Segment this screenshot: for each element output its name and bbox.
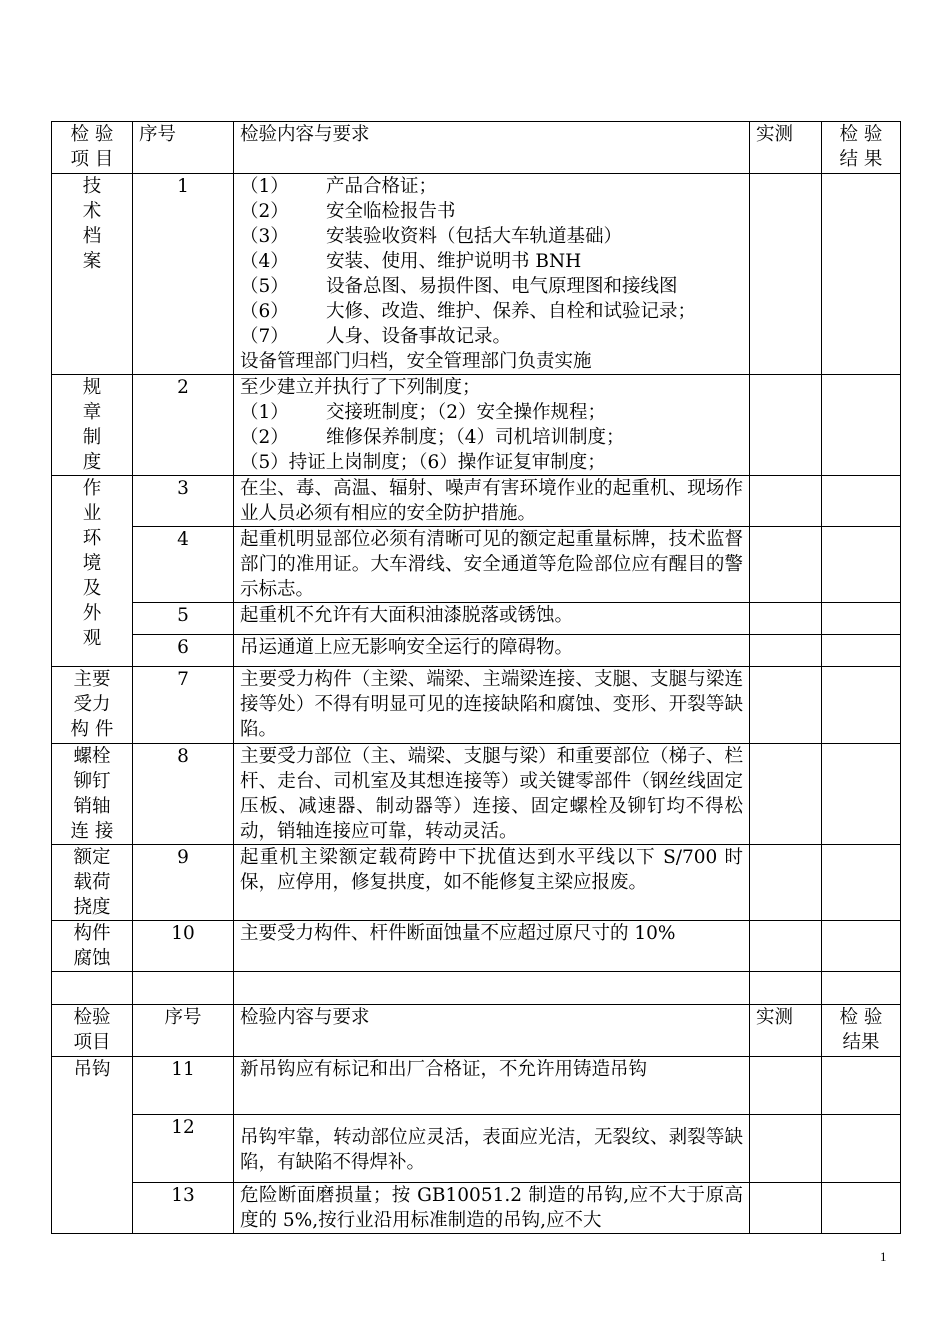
serial-number-cell: 6 bbox=[133, 635, 234, 667]
serial-number-cell: 10 bbox=[133, 921, 234, 972]
category-cell: 吊钩 bbox=[52, 1057, 133, 1234]
table-row bbox=[52, 476, 901, 527]
content-cell: 主要受力部位（主、端梁、支腿与梁）和重要部位（梯子、栏杆、走台、司机室及其想连接等）或关键零部件（钢丝线固定压板、减速器、制动器等）连接、固定螺栓及铆钉均不得松动，销轴连接应可靠，转动灵活。 bbox=[234, 744, 750, 845]
result-cell bbox=[822, 744, 901, 845]
category-cell: 技 术 档 案 bbox=[52, 174, 133, 375]
table-row bbox=[52, 1183, 901, 1234]
serial-number-cell: 4 bbox=[133, 527, 234, 603]
content-line: （4） 安装、使用、维护说明书 BNH bbox=[240, 251, 582, 272]
empty-cell bbox=[234, 972, 750, 1005]
content-cell: 主要受力构件（主梁、端梁、主端梁连接、支腿、支腿与梁连接等处）不得有明显可见的连接缺陷和腐蚀、变形、开裂等缺陷。 bbox=[234, 667, 750, 744]
serial-number-cell: 9 bbox=[133, 845, 234, 921]
table-row bbox=[52, 1115, 901, 1183]
result-cell bbox=[822, 667, 901, 744]
result-cell bbox=[822, 845, 901, 921]
header-measured: 实测 bbox=[750, 122, 822, 174]
table-row bbox=[52, 375, 901, 476]
result-cell bbox=[822, 1115, 901, 1183]
serial-number-cell: 11 bbox=[133, 1057, 234, 1115]
empty-cell bbox=[52, 972, 133, 1005]
measured-cell bbox=[750, 375, 822, 476]
measured-cell bbox=[750, 476, 822, 527]
inspection-table bbox=[51, 121, 901, 1234]
result-cell bbox=[822, 527, 901, 603]
result-cell bbox=[822, 1183, 901, 1234]
header-content-requirements: 检验内容与要求 bbox=[234, 122, 750, 174]
measured-cell bbox=[750, 667, 822, 744]
page-number: 1 bbox=[880, 1249, 887, 1264]
measured-cell bbox=[750, 845, 822, 921]
category-cell: 作 业 环 境 及 外 观 bbox=[52, 476, 133, 667]
category-cell: 主要 受力 构 件 bbox=[52, 667, 133, 744]
header-serial-number: 序号 bbox=[133, 122, 234, 174]
measured-cell bbox=[750, 603, 822, 635]
table-header-row bbox=[52, 1005, 901, 1057]
serial-number-cell: 3 bbox=[133, 476, 234, 527]
serial-number-cell: 2 bbox=[133, 375, 234, 476]
measured-cell bbox=[750, 921, 822, 972]
content-cell: 起重机明显部位必须有清晰可见的额定起重量标牌，技术监督部门的准用证。大车滑线、安全通道等危险部位应有醒目的警示标志。 bbox=[234, 527, 750, 603]
header-measured: 实测 bbox=[750, 1005, 822, 1057]
category-cell: 螺栓 铆钉 销轴 连 接 bbox=[52, 744, 133, 845]
content-cell: 吊运通道上应无影响安全运行的障碍物。 bbox=[234, 635, 750, 667]
header-serial-number: 序号 bbox=[133, 1005, 234, 1057]
measured-cell bbox=[750, 635, 822, 667]
serial-number-cell: 7 bbox=[133, 667, 234, 744]
header-inspection-item: 检验 项目 bbox=[52, 1005, 133, 1057]
result-cell bbox=[822, 1057, 901, 1115]
measured-cell bbox=[750, 174, 822, 375]
content-line: （6） 大修、改造、维护、保养、自栓和试验记录； bbox=[240, 301, 697, 322]
measured-cell bbox=[750, 1057, 822, 1115]
category-cell: 构件 腐蚀 bbox=[52, 921, 133, 972]
result-cell bbox=[822, 921, 901, 972]
measured-cell bbox=[750, 1183, 822, 1234]
category-cell: 规 章 制 度 bbox=[52, 375, 133, 476]
table-header-row bbox=[52, 122, 901, 174]
content-cell: 新吊钩应有标记和出厂合格证，不允许用铸造吊钩 bbox=[234, 1057, 750, 1115]
content-line: 设备管理部门归档，安全管理部门负责实施 bbox=[240, 351, 592, 372]
empty-cell bbox=[822, 972, 901, 1005]
result-cell bbox=[822, 603, 901, 635]
table-row bbox=[52, 527, 901, 603]
result-cell bbox=[822, 635, 901, 667]
serial-number-cell: 8 bbox=[133, 744, 234, 845]
serial-number-cell: 13 bbox=[133, 1183, 234, 1234]
content-cell: 起重机主梁额定载荷跨中下扰值达到水平线以下 S/700 时保，应停用，修复拱度，如不能修复主梁应报废。 bbox=[234, 845, 750, 921]
table-row bbox=[52, 635, 901, 667]
result-cell bbox=[822, 476, 901, 527]
content-line: （3） 安装验收资料（包括大车轨道基础） bbox=[240, 226, 623, 247]
table-row bbox=[52, 667, 901, 744]
content-line: （7） 人身、设备事故记录。 bbox=[240, 326, 512, 347]
content-cell: 吊钩牢靠，转动部位应灵活，表面应光洁，无裂纹、剥裂等缺陷，有缺陷不得焊补。 bbox=[234, 1115, 750, 1183]
content-line: （2） 安全临检报告书 bbox=[240, 201, 456, 222]
serial-number-cell: 12 bbox=[133, 1115, 234, 1183]
empty-row bbox=[52, 972, 901, 1005]
serial-number-cell: 1 bbox=[133, 174, 234, 375]
category-cell: 额定 载荷 挠度 bbox=[52, 845, 133, 921]
table-row bbox=[52, 603, 901, 635]
empty-cell bbox=[133, 972, 234, 1005]
content-line: （1） 产品合格证； bbox=[240, 176, 438, 197]
measured-cell bbox=[750, 527, 822, 603]
content-cell bbox=[234, 174, 750, 375]
content-cell: 危险断面磨损量；按 GB10051.2 制造的吊钩,应不大于原高度的 5%,按行业沿用标准制造的吊钩,应不大 bbox=[234, 1183, 750, 1234]
table-row bbox=[52, 845, 901, 921]
measured-cell bbox=[750, 744, 822, 845]
content-cell: 在尘、毒、高温、辐射、噪声有害环境作业的起重机、现场作业人员必须有相应的安全防护措施。 bbox=[234, 476, 750, 527]
empty-cell bbox=[750, 972, 822, 1005]
table-row bbox=[52, 1057, 901, 1115]
result-cell bbox=[822, 174, 901, 375]
content-line: （2） 维修保养制度；（4）司机培训制度； bbox=[240, 427, 625, 448]
table-row bbox=[52, 174, 901, 375]
content-line: （5） 设备总图、易损件图、电气原理图和接线图 bbox=[240, 276, 678, 297]
content-cell: 主要受力构件、杆件断面蚀量不应超过原尺寸的 10% bbox=[234, 921, 750, 972]
content-line: 至少建立并执行了下列制度； bbox=[240, 377, 481, 398]
result-cell bbox=[822, 375, 901, 476]
content-line: （1） 交接班制度；（2）安全操作规程； bbox=[240, 402, 607, 423]
header-inspection-item: 检 验 项 目 bbox=[52, 122, 133, 174]
header-content-requirements: 检验内容与要求 bbox=[234, 1005, 750, 1057]
serial-number-cell: 5 bbox=[133, 603, 234, 635]
content-cell bbox=[234, 375, 750, 476]
header-result: 检 验 结果 bbox=[822, 1005, 901, 1057]
header-result: 检 验 结 果 bbox=[822, 122, 901, 174]
content-line: （5）持证上岗制度；（6）操作证复审制度； bbox=[240, 452, 606, 473]
content-cell: 起重机不允许有大面积油漆脱落或锈蚀。 bbox=[234, 603, 750, 635]
table-row bbox=[52, 744, 901, 845]
measured-cell bbox=[750, 1115, 822, 1183]
table-row bbox=[52, 921, 901, 972]
